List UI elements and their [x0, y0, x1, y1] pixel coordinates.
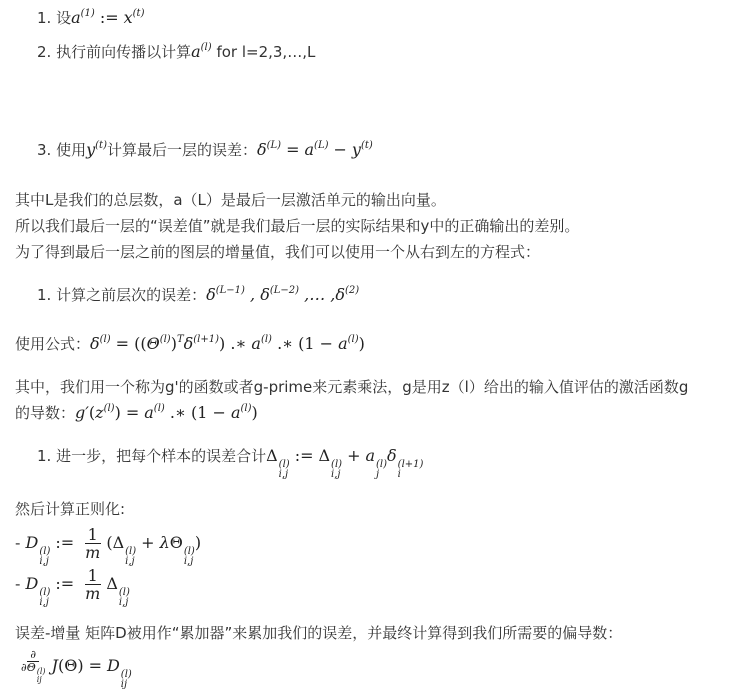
step-1-number: 1.	[37, 9, 52, 27]
step-backprop-number: 1.	[37, 286, 52, 304]
step-accumulate-text: 进一步，把每个样本的误差合计	[56, 447, 267, 465]
formula-label: 使用公式：	[15, 335, 91, 353]
step-3	[37, 139, 373, 161]
accumulator-text: 误差-增量 矩阵D被用作“累加器”来累加我们的误差，并最终计算得到我们所需要的偏导数：	[15, 624, 623, 642]
step-1-text: 设	[56, 9, 72, 27]
dash-2: -	[15, 575, 21, 593]
regularization-formula-1	[15, 524, 201, 567]
step-2-text: 执行前向传播以计算	[56, 43, 192, 61]
step-accumulate-number: 1.	[37, 447, 52, 465]
step-2	[37, 41, 315, 63]
formula-line	[15, 333, 365, 355]
formula-delta-list: $\delta^{(L-1)}$ , $\delta^{(L-2)}$ ,… $,\delta^{(2)}$	[206, 285, 360, 304]
formula-assign-a: $a^{(1)}$ := $x^{(t)}$	[71, 8, 145, 27]
gprime-line-2	[15, 401, 258, 425]
step-3-number: 3.	[37, 141, 52, 159]
para-right-to-left: 为了得到最后一层之前的图层的增量值，我们可以使用一个从右到左的方程式：	[15, 243, 541, 261]
partial-derivative-formula	[15, 646, 132, 690]
para-total-layers: 其中L是我们的总层数，a（L）是最后一层激活单元的输出向量。	[15, 191, 446, 209]
regularization-title: 然后计算正则化:	[15, 500, 126, 518]
para-error-value: 所以我们最后一层的“误差值”就是我们最后一层的实际结果和y中的正确输出的差别。	[15, 217, 580, 235]
formula-partial-derivative: ∂ ∂Θ (l) ij J(Θ) = D (l) ij	[21, 648, 132, 690]
formula-gprime: $g'(z^{(l)}) = a^{(l)}$ .∗ $(1 - a^{(l)})$	[75, 403, 258, 422]
dash-1: -	[15, 534, 21, 552]
formula-a-l: $a^{(l)}$	[191, 42, 212, 61]
step-accumulate	[37, 445, 423, 480]
step-3-text: 使用	[56, 141, 87, 159]
formula-D-reg: D (l) i,j := $\frac{1}{m}$ (Δ (l) i,j + λΘ (l) i,j )	[20, 525, 202, 567]
gprime-line-2-text: 的导数：	[15, 404, 76, 422]
step-2-tail: for l=2,3,…,L	[216, 43, 316, 61]
step-1	[37, 7, 144, 29]
formula-D-noreg: D (l) i,j := $\frac{1}{m}$ Δ (l) i,j	[20, 566, 130, 608]
formula-accumulate: Δ (l) i,j := Δ (l) i,j + a (l) j δ (l+1) i	[266, 446, 424, 480]
step-backprop-text: 计算之前层次的误差：	[56, 286, 207, 304]
formula-delta-L: $\delta^{(L)} = a^{(L)} - y^{(t)}$	[257, 140, 373, 159]
step-2-number: 2.	[37, 43, 52, 61]
step-backprop	[37, 284, 359, 306]
gprime-line-1: 其中，我们用一个称为g'的函数或者g-prime来元素乘法，g是用z（l）给出的输入值评估的激活函数g	[15, 378, 689, 396]
regularization-formula-2	[15, 565, 130, 608]
formula-delta-l: $\delta^{(l)} = ((\Theta^{(l)})^T\delta^{(l+1)})$ .∗ $a^{(l)}$ .∗ $(1 - a^{(l)})$	[90, 334, 365, 353]
step-3-text-2: 计算最后一层的误差：	[106, 141, 257, 159]
formula-y-t: $y^{(t)}$	[86, 140, 107, 159]
